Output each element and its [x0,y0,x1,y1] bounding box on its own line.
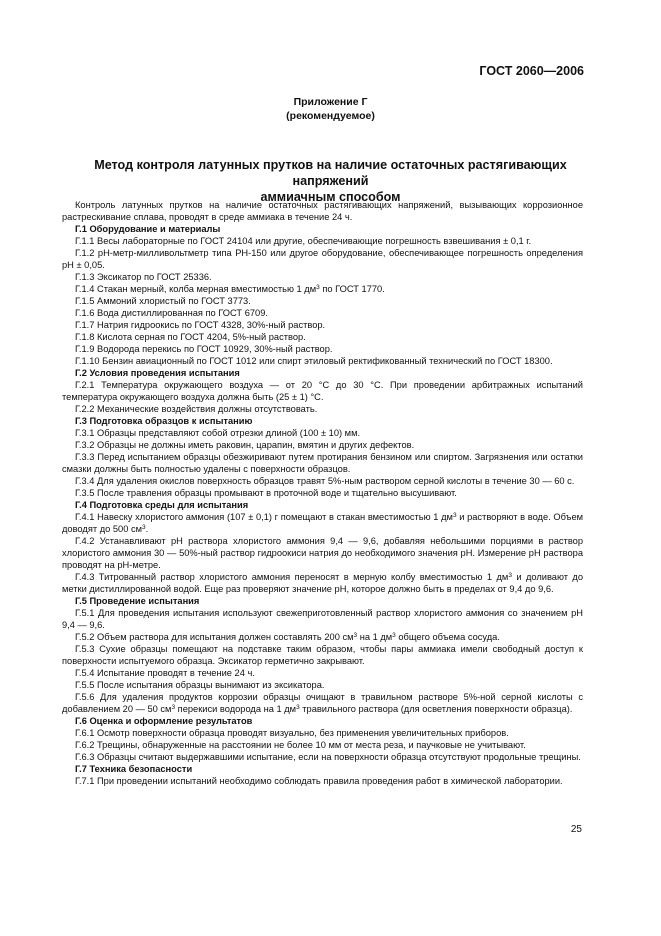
paragraph-g3-2: Г.3.2 Образцы не должны иметь раковин, царапин, вмятин и других дефектов. [75,440,415,450]
paragraph-g3-4: Г.3.4 Для удаления окислов поверхность образцов травят 5%-ным раствором серной кислоты в течение 30 — 60 с. [75,476,575,486]
paragraph-g1-9: Г.1.9 Водорода перекись по ГОСТ 10929, 30%-ный раствор. [75,344,333,354]
superscript: 3 [353,632,358,639]
text-run: общего объема сосуда. [395,632,500,642]
paragraph-g1-3: Г.1.3 Эксикатор по ГОСТ 25336. [75,272,212,282]
section-heading-g5: Г.5 Проведение испытания [75,596,200,606]
paragraph-g1-1: Г.1.1 Весы лабораторные по ГОСТ 24104 или другие, обеспечивающие погрешность взвешивания ± 0,1 г. [75,236,532,246]
paragraph-g1-2: Г.1.2 pH-метр-милливольтметр типа PH-150 или другое оборудование, обеспечивающее погрешность определения pH ± 0,05. [62,248,583,270]
paragraph-g5-1: Г.5.1 Для проведения испытания используют свежеприготовленный раствор хлористого аммония со значением pH 9,4 — 9,6. [62,608,583,630]
intro-paragraph: Контроль латунных прутков на наличие остаточных растягивающих напряжений, вызывающих коррозионное растрескивание сплава, проводят в среде аммиака в течение 24 ч. [62,200,583,222]
annex-label: Приложение Г [293,96,368,108]
superscript: 3 [452,512,457,519]
page-number: 25 [570,824,582,835]
superscript: 3 [316,284,320,291]
paragraph-g4-2: Г.4.2 Устанавливают pH раствора хлористого аммония 9,4 — 9,6, добавляя небольшими порциями в раствор хлористого аммония 30 — 50%-ный раствор гидроокиси натрия до необходимого значения pH. Измерение pH раствора проводят на pH-метре. [62,536,583,570]
annex-heading [0,95,661,123]
text-run: Г.4.1 Навеску хлористого аммония (107 ± 0,1) г помещают в стакан вместимостью 1 дм [75,512,453,522]
paragraph-g3-1: Г.3.1 Образцы представляют собой отрезки длиной (100 ± 10) мм. [75,428,361,438]
paragraph-g3-5: Г.3.5 После травления образцы промывают в проточной воде и тщательно высушивают. [75,488,457,498]
paragraph-g1-7: Г.1.7 Натрия гидроокись по ГОСТ 4328, 30%-ный раствор. [75,320,326,330]
paragraph-g6-2: Г.6.2 Трещины, обнаруженные на расстоянии не более 10 мм от места реза, и паучковые не учитывают. [75,740,526,750]
superscript: 3 [392,632,396,639]
paragraph-g2-1: Г.2.1 Температура окружающего воздуха — от 20 °С до 30 °С. При проведении арбитражных испытаний температура окружающего воздуха должна быть (25 ± 1) °С. [62,380,583,402]
document-body [62,199,583,787]
text-run: по ГОСТ 1770. [319,284,385,294]
paragraph-g5-2 [62,631,583,643]
paragraph-g1-6: Г.1.6 Вода дистиллированная по ГОСТ 6709. [75,308,268,318]
paragraph-g5-3: Г.5.3 Сухие образцы помещают на подставке таким образом, чтобы пары аммиака имели свободный доступ к поверхности испытуемого образца. Эксикатор герметично закрывают. [62,644,583,666]
paragraph-g5-6 [62,691,583,715]
text-run: травильного раствора (для осветления поверхности образца). [299,704,573,714]
paragraph-g4-1 [62,511,583,535]
text-run: Г.5.6 Для удаления продуктов коррозии образцы очищают в травильном растворе 5%-ной серной кислоты с добавлением 20 — 50 см [62,692,583,714]
document-title [60,157,601,205]
paragraph-g1-4 [62,283,583,295]
paragraph-g4-3 [62,571,583,595]
text-run: Г.4.3 Титрованный раствор хлористого аммония переносят в мерную колбу вместимостью 1 дм [75,572,509,582]
paragraph-g2-2: Г.2.2 Механические воздействия должны отсутствовать. [75,404,318,414]
superscript: 3 [296,704,300,711]
section-heading-g4: Г.4 Подготовка среды для испытания [75,500,249,510]
section-heading-g1: Г.1 Оборудование и материалы [75,224,221,234]
paragraph-g3-3: Г.3.3 Перед испытанием образцы обезжиривают путем протирания бензином или спиртом. Загрязнения или остатки смазки должны быть полностью удалены с поверхности образцов. [62,452,583,474]
section-heading-g6: Г.6 Оценка и оформление результатов [75,716,253,726]
superscript: 3 [142,524,146,531]
section-heading-g2: Г.2 Условия проведения испытания [75,368,240,378]
text-run: на 1 дм [357,632,393,642]
title-line-1: Метод контроля латунных прутков на наличие остаточных растягивающих напряжений [94,158,567,188]
text-run: Г.5.2 Объем раствора для испытания должен составлять 200 см [75,632,354,642]
superscript: 3 [508,572,512,579]
text-run: и растворяют в воде. Объем доводят до 500 см [62,512,583,534]
section-heading-g3: Г.3 Подготовка образцов к испытанию [75,416,253,426]
paragraph-g7-1: Г.7.1 При проведении испытаний необходимо соблюдать правила проведения работ в химической лаборатории. [75,776,563,786]
paragraph-g6-3: Г.6.3 Образцы считают выдержавшими испытание, если на поверхности образца отсутствуют продольные трещины. [75,752,581,762]
text-run: Г.1.4 Стакан мерный, колба мерная вместимостью 1 дм [75,284,317,294]
paragraph-g1-10: Г.1.10 Бензин авиационный по ГОСТ 1012 или спирт этиловый ректификованный технический по ГОСТ 18300. [75,356,553,366]
paragraph-g6-1: Г.6.1 Осмотр поверхности образца проводят визуально, без применения увеличительных приборов. [75,728,509,738]
text-run: перекиси водорода на 1 дм [175,704,297,714]
paragraph-g5-5: Г.5.5 После испытания образцы вынимают из эксикатора. [75,680,325,690]
paragraph-g1-5: Г.1.5 Аммоний хлористый по ГОСТ 3773. [75,296,251,306]
text-run: . [145,524,149,534]
section-heading-g7: Г.7 Техника безопасности [75,764,193,774]
title-line-2: аммиачным способом [260,190,401,204]
document-code: ГОСТ 2060—2006 [479,64,584,78]
paragraph-g1-8: Г.1.8 Кислота серная по ГОСТ 4204, 5%-ный раствор. [75,332,306,342]
annex-status: (рекомендуемое) [286,110,375,122]
paragraph-g5-4: Г.5.4 Испытание проводят в течение 24 ч. [75,668,255,678]
superscript: 3 [171,704,176,711]
text-run: и доливают до метки дистиллированной водой. Еще раз проверяют значение pH, которое должно быть в пределах от 9,4 до 9,6. [62,572,583,594]
